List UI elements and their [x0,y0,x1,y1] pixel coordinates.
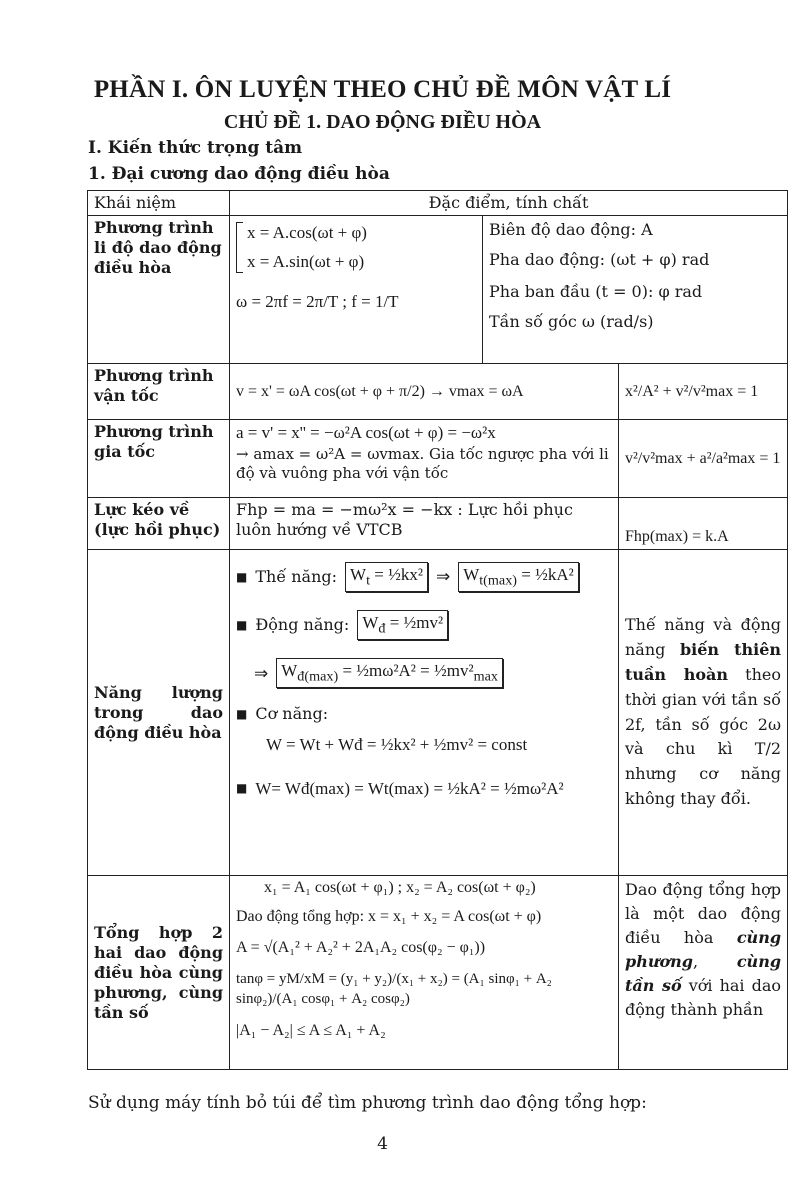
row1-concept: Phương trình li độ dao động điều hòa [88,216,230,364]
li-do-cos-eq: x = A.cos(ωt + φ) [247,223,367,242]
amplitude-eq: A = √(A₁² + A₂² + 2A₁A₂ cos(φ₂ − φ₁)) [236,938,486,956]
bullet-icon: ■ [236,706,248,721]
row1-features [483,216,788,364]
composition-note-mid: , [692,952,737,971]
energy-note-bold: biến thiên tuần hoàn [625,640,782,684]
bullet-icon: ■ [236,617,248,632]
header-concept: Khái niệm [88,191,230,216]
row3-concept: Phương trình gia tốc [88,420,230,498]
energy-block [230,550,619,876]
row4-concept: Lực kéo về (lực hồi phục) [88,498,230,550]
amplitude-text: Biên độ dao động: A [489,220,653,239]
energy-note-a: Thế năng và động năng [625,615,782,660]
component-eqs: x₁ = A₁ cos(ωt + φ₁) ; x₂ = A₂ cos(ωt + φ₂) [264,879,536,896]
resultant-eq: Dao động tổng hợp: x = x₁ + x₂ = A cos(ωt + φ) [236,907,542,925]
kinetic-energy-label: Động năng: [255,615,350,635]
energy-note [619,550,788,876]
mechanical-energy-label: Cơ năng: [255,704,329,724]
page-title: PHẦN I. ÔN LUYỆN THEO CHỦ ĐỀ MÔN VẬT LÍ [93,76,672,103]
li-do-sin-eq: x = A.sin(ωt + φ) [247,252,365,272]
kinetic-energy-max-box: $W_{đ(max)}$ = ½mω²A² = $\frac{1}{2}mv^2_{max}$ [276,658,503,688]
restoring-force-max: Fhp(max) = k.A [619,498,788,550]
phase-tan-eq: tanφ = yM/xM = (y₁ + y₂)/(x₁ + x₂) = (A₁ sinφ₁ + A₂ sinφ₂)/(A₁ cosφ₁ + A₂ cosφ₂) [236,971,552,1007]
amplitude-range-eq: |A₁ − A₂| ≤ A ≤ A₁ + A₂ [236,1022,386,1040]
acceleration-eq: a = v' = x'' = −ω²A cos(ωt + φ) = −ω²x [236,423,496,442]
composition-note-i2: cùng tần số [625,952,782,995]
row5-concept: Năng lượng trong dao động điều hòa [88,550,230,876]
velocity-relation: x²/A² + v²/v²max = 1 [619,364,788,420]
acceleration-note: → amax = ω²A = ωvmax. Gia tốc ngược pha với li độ và vuông pha với vận tốc [236,445,609,482]
table-row [88,498,788,550]
phase-text: Pha dao động: (ωt + φ) rad [489,250,710,269]
header-features: Đặc điểm, tính chất [230,191,788,216]
composition-note-i1: cùng phương [625,928,782,971]
footer-text: Sử dụng máy tính bỏ túi để tìm phương trình dao động tổng hợp: [88,1093,647,1113]
row3-features [230,420,619,498]
table-row [88,420,788,498]
potential-energy-label: Thế năng: [255,567,338,587]
restoring-force-eq: Fhp = ma = −mω²x = −kx : Lực hồi phục luôn hướng về VTCB [230,498,619,550]
bullet-icon: ■ [236,780,248,795]
table-row [88,216,788,364]
oscillation-table [87,190,788,1070]
implies-arrow-icon: ⇒ [254,663,269,683]
kinetic-energy-box: $W_đ$ = ½mv² [357,610,448,640]
section-heading: I. Kiến thức trọng tâm [88,138,303,158]
composition-note [619,876,788,1070]
mechanical-energy-eq: W = Wt + Wđ = ½kx² + ½mv² = const [266,735,528,755]
table-row [88,876,788,1070]
initial-phase-text: Pha ban đầu (t = 0): φ rad [489,282,703,301]
topic-title: CHỦ ĐỀ 1. DAO ĐỘNG ĐIỀU HÒA [223,111,542,133]
energy-note-b: theo thời gian với tần số 2f, tần số góc 2ω và chu kì T/2 nhưng cơ năng không thay đổi. [625,664,782,808]
max-energy-eq: W= Wđ(max) = Wt(max) = ½kA² = ½mω²A² [255,778,564,798]
potential-energy-max-box: $W_{t(max)}$ = ½kA² [458,562,579,592]
composition-note-a: Dao động tổng hợp là một dao động điều hòa [625,880,782,947]
table-header [88,191,788,216]
omega-eq: ω = 2πf = 2π/T ; f = 1/T [236,291,399,311]
potential-energy-box: $W_t$ = ½kx² [345,562,428,592]
velocity-eq: v = x' = ωA cos(ωt + φ + π/2) → vmax = ωA [230,364,619,420]
row1-equations [230,216,483,364]
implies-arrow-icon: ⇒ [435,567,451,587]
row6-concept: Tổng hợp 2 hai dao động điều hòa cùng phương, cùng tần số [88,876,230,1070]
bullet-icon: ■ [236,569,248,584]
page-number: 4 [377,1134,388,1154]
acceleration-relation: v²/v²max + a²/a²max = 1 [619,420,788,498]
table-row [88,364,788,420]
row2-concept: Phương trình vận tốc [88,364,230,420]
subsection-heading: 1. Đại cương dao động điều hòa [88,164,390,184]
composition-block [230,876,619,1070]
table-row [88,550,788,876]
composition-note-b: với hai dao động thành phần [625,976,782,1019]
angular-frequency-text: Tần số góc ω (rad/s) [489,312,654,331]
